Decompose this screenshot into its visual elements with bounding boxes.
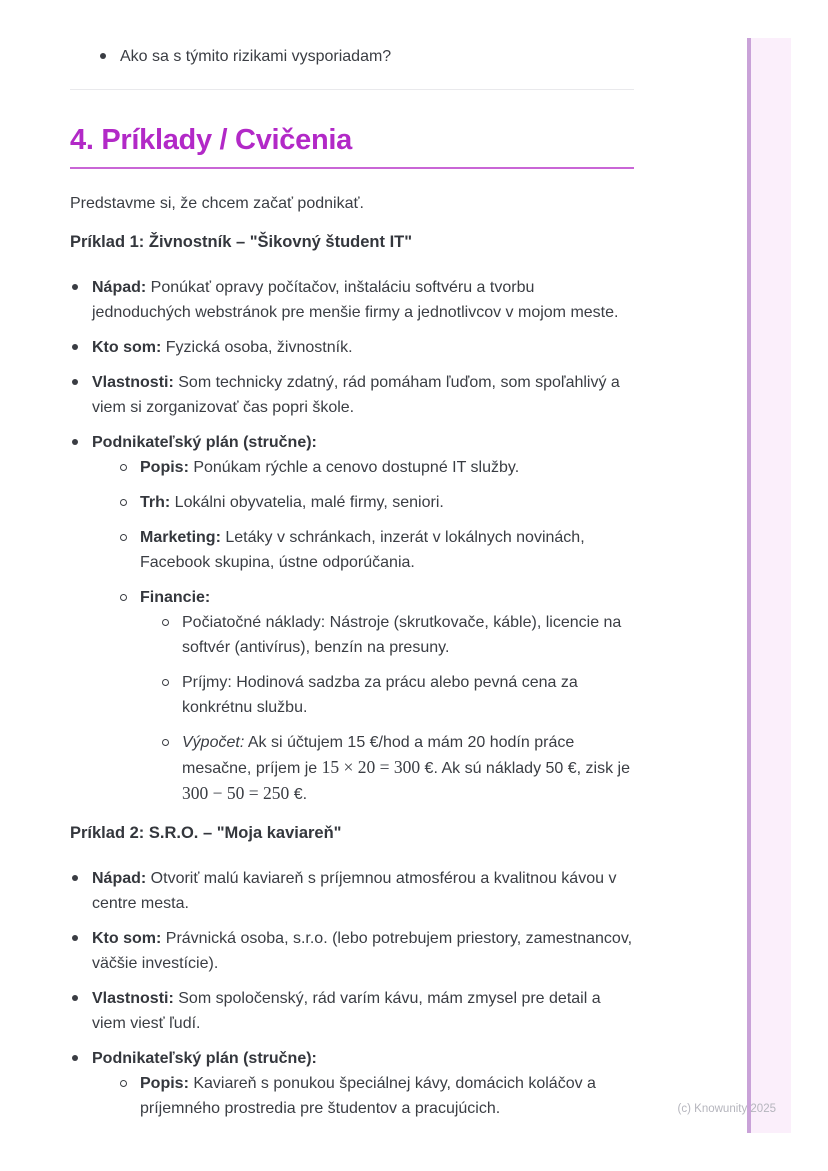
text-segment: Trh: [140,494,171,511]
bullet-disc-icon [70,1046,92,1121]
text-segment: Ako sa s týmito rizikami vysporiadam? [120,48,392,65]
list-item-text [92,275,634,325]
bullet-list [118,1071,634,1121]
math-expression: 15 × 20 = 300 [321,757,421,777]
list-item-text [92,926,634,976]
text-segment: Financie: [140,589,211,606]
text-segment: Nápad: [92,870,147,887]
text-segment: Počiatočné náklady: Nástroje (skrutkovače, káble), licencie na softvér (antivírus), benzín na presuny. [182,614,622,656]
section-divider [70,89,634,90]
list-item-text [92,1046,634,1121]
list-item [118,585,634,807]
text-segment: Som technicky zdatný, rád pomáham ľuďom, som spoľahlivý a viem si zorganizovať čas popri škole. [92,374,620,416]
list-item-text [182,610,634,660]
list-item-text [92,866,634,916]
list-item [70,986,634,1036]
bullet-disc-icon [70,986,92,1036]
text-segment: Vlastnosti: [92,374,174,391]
list-item [118,490,634,515]
text-segment: Podnikateľský plán (stručne): [92,434,317,451]
text-segment: Ponúkam rýchle a cenovo dostupné IT služby. [188,459,520,476]
list-item [160,670,634,720]
bullet-list [70,275,634,807]
text-segment: Otvoriť malú kaviareň s príjemnou atmosférou a kvalitnou kávou v centre mesta. [92,870,617,912]
text-segment: Vlastnosti: [92,990,174,1007]
list-item [118,525,634,575]
example-title: Príklad 2: S.R.O. – "Moja kaviareň" [70,824,342,842]
list-item [118,1071,634,1121]
bullet-disc-icon [70,430,92,807]
text-segment: €. [289,786,308,803]
list-item [118,455,634,480]
bullet-circle-icon [160,670,182,720]
list-item [70,370,634,420]
bullet-circle-icon [118,455,140,480]
list-item-text [182,670,634,720]
text-segment: Ponúkať opravy počítačov, inštaláciu softvéru a tvorbu jednoduchých webstránok pre menšie firmy a jednotlivcov v mojom meste. [92,279,619,321]
text-segment: Výpočet: [182,734,245,751]
bullet-circle-icon [160,610,182,660]
document-page [70,0,634,1121]
text-segment: Nápad: [92,279,147,296]
list-item-text [92,986,634,1036]
bullet-list [160,610,634,807]
bullet-disc-icon [70,926,92,976]
list-item [70,1046,634,1121]
text-segment: Som spoločenský, rád varím kávu, mám zmysel pre detail a viem viesť ľudí. [92,990,601,1032]
text-segment: Príjmy: Hodinová sadzba za prácu alebo pevná cena za konkrétnu službu. [182,674,578,716]
list-item [70,430,634,807]
text-segment: Popis: [140,459,189,476]
list-item-text [140,525,634,575]
list-item-text [140,585,634,807]
bullet-circle-icon [118,490,140,515]
text-segment: Právnická osoba, s.r.o. (lebo potrebujem priestory, zamestnancov, väčšie investície). [92,930,633,972]
text-segment: Letáky v schránkach, inzerát v lokálnych novinách, Facebook skupina, ústne odporúčania. [140,529,585,571]
examples-section [70,222,634,1121]
list-item [70,275,634,325]
text-segment: Kaviareň s ponukou špeciálnej kávy, domácich koláčov a príjemného prostredia pre študentov a pracujúcich. [140,1075,596,1117]
list-item-text [140,1071,634,1121]
list-item-text [92,430,634,807]
text-segment: Marketing: [140,529,221,546]
list-item [70,866,634,916]
list-item-text [92,335,634,360]
text-segment: Podnikateľský plán (stručne): [92,1050,317,1067]
bullet-disc-icon [70,866,92,916]
lead-paragraph: Predstavme si, že chcem začať podnikať. [70,195,364,212]
example-title: Príklad 1: Živnostník – "Šikovný študent IT" [70,233,413,251]
list-item [98,44,634,69]
page-title: 4. Príklady / Cvičenia [70,124,352,156]
previous-section-list [98,44,634,69]
text-segment: Ak si účtujem 15 €/hod a mám 20 hodín práce mesačne, príjem je [182,734,575,777]
bullet-list [70,866,634,1121]
list-item [70,335,634,360]
title-underline [70,167,634,169]
bullet-disc-icon [70,335,92,360]
bullet-disc-icon [70,370,92,420]
copyright-watermark: (c) Knowunity 2025 [677,1103,776,1115]
list-item [70,926,634,976]
bullet-disc-icon [98,44,120,69]
text-segment: Kto som: [92,930,162,947]
list-item-text [120,44,634,69]
bullet-disc-icon [70,275,92,325]
text-segment: €. Ak sú náklady 50 €, zisk je [420,760,630,777]
bullet-list [118,455,634,807]
list-item-text [140,455,634,480]
text-segment: Kto som: [92,339,162,356]
list-item [160,730,634,807]
bullet-circle-icon [118,525,140,575]
text-segment: Popis: [140,1075,189,1092]
list-item [160,610,634,660]
text-segment: Fyzická osoba, živnostník. [161,339,353,356]
math-expression: 300 − 50 = 250 [182,783,290,803]
list-item-text [92,370,634,420]
text-segment: Lokálni obyvatelia, malé firmy, seniori. [170,494,444,511]
list-item-text [140,490,634,515]
bullet-circle-icon [160,730,182,807]
list-item-text [182,730,634,807]
bullet-circle-icon [118,1071,140,1121]
page-margin-band [747,38,791,1133]
bullet-circle-icon [118,585,140,807]
